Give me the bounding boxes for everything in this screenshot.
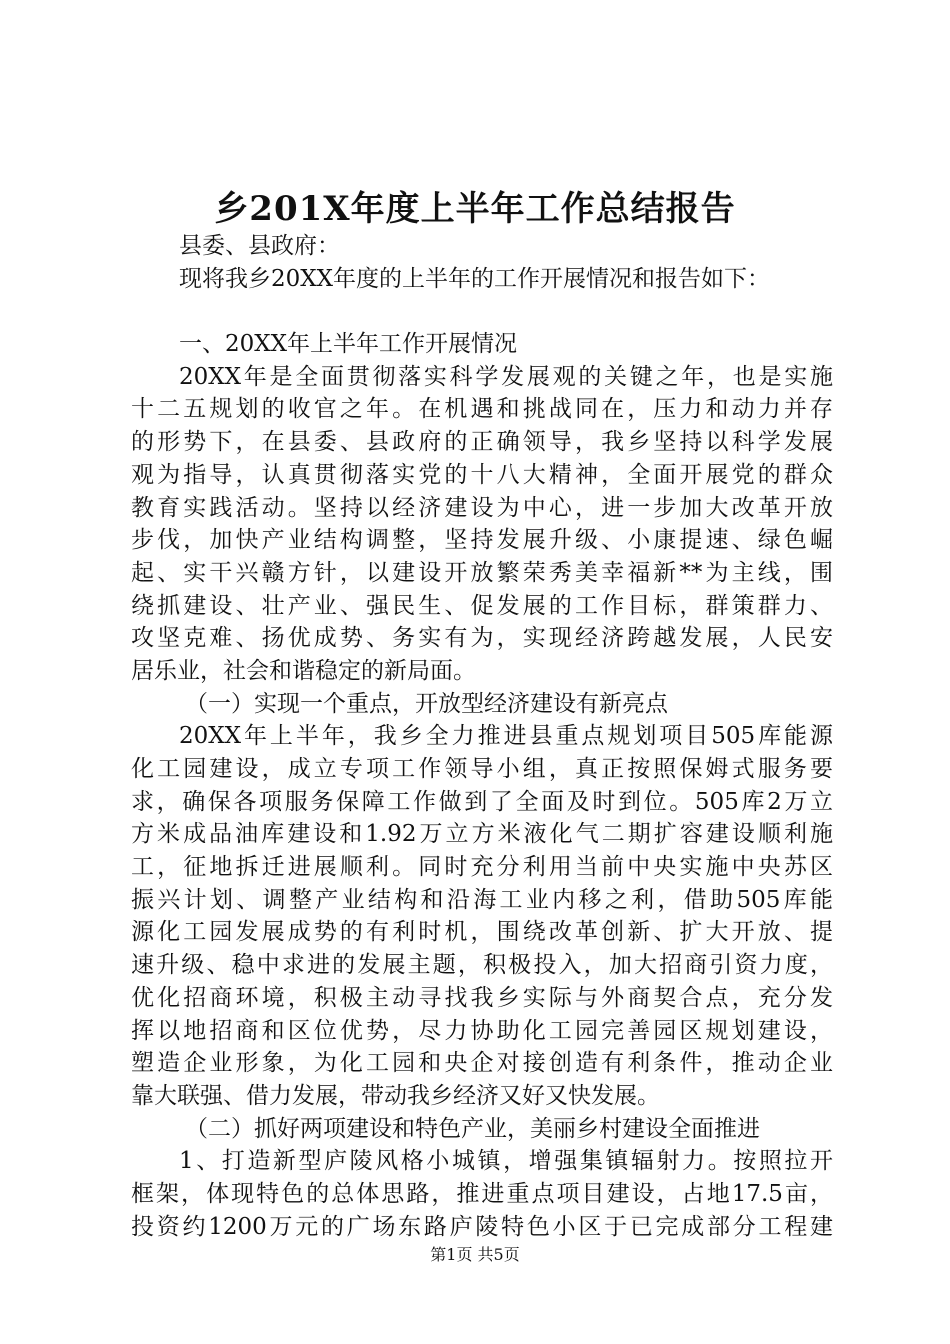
paragraph-line: 振兴计划、调整产业结构和沿海工业内移之利，借助505库能 xyxy=(131,886,833,913)
paragraph-line: 居乐业，社会和谐稳定的新局面。 xyxy=(131,657,476,684)
paragraph-line: 十二五规划的收官之年。在机遇和挑战同在，压力和动力并存 xyxy=(131,396,833,423)
paragraph-line: 的形势下，在县委、县政府的正确领导，我乡坚持以科学发展 xyxy=(131,429,833,456)
blank-line xyxy=(131,295,833,328)
paragraph-line: 源化工园发展成势的有利时机，围绕改革创新、扩大开放、提 xyxy=(131,919,833,946)
paragraph-line: 方米成品油库建设和1.92万立方米液化气二期扩容建设顺利施 xyxy=(131,821,833,848)
subheading: （二）抓好两项建设和特色产业，美丽乡村建设全面推进 xyxy=(185,1115,760,1142)
paragraph-line: 步伐，加快产业结构调整，坚持发展升级、小康提速、绿色崛 xyxy=(131,527,833,554)
paragraph-line: 塑造企业形象，为化工园和央企对接创造有利条件，推动企业 xyxy=(131,1050,833,1077)
paragraph-line: 求，确保各项服务保障工作做到了全面及时到位。505库2万立 xyxy=(131,788,833,815)
paragraph-line: 化工园建设，成立专项工作领导小组，真正按照保姆式服务要 xyxy=(131,756,833,782)
paragraph-line: 工，征地拆迁进展顺利。同时充分利用当前中央实施中央苏区 xyxy=(131,854,833,881)
salutation: 县委、县政府： xyxy=(179,233,340,259)
paragraph-line: 速升级、稳中求进的发展主题，积极投入，加大招商引资力度， xyxy=(131,952,833,979)
paragraph-line: 攻坚克难、扬优成势、务实有为，实现经济跨越发展，人民安 xyxy=(131,625,833,652)
paragraph-line: 投资约1200万元的广场东路庐陵特色小区于已完成部分工程建 xyxy=(131,1213,833,1240)
paragraph-line: 20XX年是全面贯彻落实科学发展观的关键之年，也是实施 xyxy=(179,363,833,390)
intro-line: 现将我乡20XX年度的上半年的工作开展情况和报告如下： xyxy=(179,265,771,292)
paragraph-line: 绕抓建设、壮产业、强民生、促发展的工作目标，群策群力、 xyxy=(131,592,833,619)
subheading: （一）实现一个重点，开放型经济建设有新亮点 xyxy=(185,690,668,717)
paragraph-line: 靠大联强、借力发展，带动我乡经济又好又快发展。 xyxy=(131,1082,660,1109)
section-heading: 一、20XX年上半年工作开展情况 xyxy=(179,331,518,358)
paragraph-line: 观为指导，认真贯彻落实党的十八大精神，全面开展党的群众 xyxy=(131,461,833,488)
paragraph-line: 挥以地招商和区位优势，尽力协助化工园完善园区规划建设， xyxy=(131,1017,833,1044)
paragraph-line: 框架，体现特色的总体思路，推进重点项目建设，占地17.5亩， xyxy=(131,1180,833,1207)
document-title: 乡201X年度上半年工作总结报告 xyxy=(214,189,736,229)
paragraph-line: 教育实践活动。坚持以经济建设为中心，进一步加大改革开放 xyxy=(131,494,833,521)
paragraph-line: 起、实干兴赣方针，以建设开放繁荣秀美幸福新**为主线，围 xyxy=(131,559,833,586)
paragraph-line: 优化招商环境，积极主动寻找我乡实际与外商契合点，充分发 xyxy=(131,984,833,1011)
page-footer: 第1页 共5页 xyxy=(430,1245,520,1264)
paragraph-line: 20XX年上半年，我乡全力推进县重点规划项目505库能源 xyxy=(179,723,833,750)
document-body xyxy=(131,230,833,1243)
paragraph-line: 1、打造新型庐陵风格小城镇，增强集镇辐射力。按照拉开 xyxy=(179,1148,833,1175)
